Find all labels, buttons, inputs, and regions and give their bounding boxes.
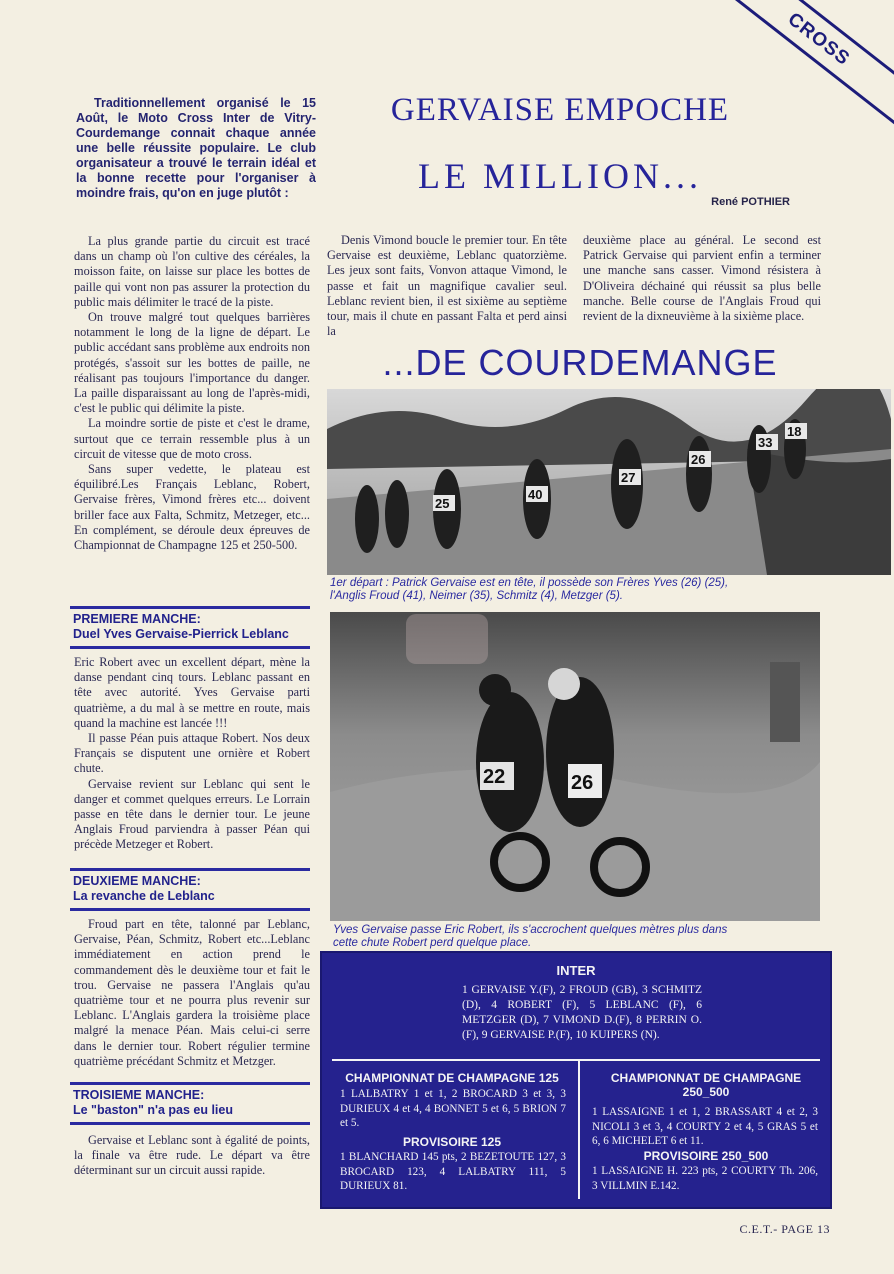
section3-body [74, 1133, 310, 1179]
section2-body [74, 917, 310, 1069]
headline-line3: ...DE COURDEMANGE [382, 342, 778, 383]
byline: René POTHIER [711, 196, 790, 208]
page-number: C.E.T.- PAGE 13 [739, 1222, 830, 1236]
section1-body [74, 655, 310, 853]
number-plate: 26 [571, 772, 594, 794]
race-start-illustration [327, 389, 891, 575]
headline-line2: LE MILLION... [418, 156, 702, 196]
section-heading-third-heat [70, 1082, 310, 1125]
results-box [320, 951, 832, 1209]
section-heading-first-heat [70, 606, 310, 649]
left-column [74, 234, 310, 553]
left-paragraph: On trouve malgré tout quelques barrières notamment le long de la ligne de départ. Le public accédant sans problème aux endroits non protégés, s'assoit sur les bottes de paille, ne réalisant pas toujours l'importance du danger. La paille disparaissant au long de l'après-midi, c'est le public qui délimite la piste. [74, 310, 310, 416]
duel-photo [330, 612, 820, 921]
right-paragraph: deuxième place au général. Le second est Patrick Gervaise qui parvient enfin a terminer une manche sans casser. Vimond résistera à D'Oliveira déchainé qui réussit sa plus belle manche. Belle course de l'Anglais Froud qui revient de la dixneuvième à la sixième place. [583, 233, 821, 324]
section-heading-line1: TROISIEME MANCHE: [73, 1088, 205, 1102]
section3-paragraph: Gervaise et Leblanc sont à égalité de points, la finale va être rude. Le départ va être déterminant sur un circuit aussi rapide. [74, 1133, 310, 1178]
inter-results-body: 1 GERVAISE Y.(F), 2 FROUD (GB), 3 SCHMITZ (D), 4 ROBERT (F), 5 LEBLANC (F), 6 METZGER (D), 7 VIMOND D.(F), 8 PERRIN O.(F), 9 GERVAISE P.(F), 10 KUIPERS (N). [462, 984, 702, 1041]
section-heading-line2: Duel Yves Gervaise-Pierrick Leblanc [73, 627, 289, 641]
duel-illustration [330, 612, 820, 921]
race-start-photo [327, 389, 891, 575]
photo-caption: 1er départ : Patrick Gervaise est en tête, il possède son Frères Yves (26) (25), l'Anglis Froud (41), Neimer (35), Schmitz (4), Metzger (5). [330, 577, 729, 602]
section-heading-line1: DEUXIEME MANCHE: [73, 874, 201, 888]
number-plate: 18 [787, 424, 802, 439]
prov250-title: PROVISOIRE 250_500 [643, 1149, 769, 1163]
section1-paragraph: Il passe Péan puis attaque Robert. Nos deux Français se disputent une ornière et Robert chute. [74, 731, 310, 776]
middle-paragraph: Denis Vimond boucle le premier tour. En tête Gervaise est deuxième, Leblanc quatorzième. Les jeux sont faits, Vonvon attaque Vimond, le passe et fait un magnifique cavalier seul. Leblanc revient bien, il est sixième au septième tour, mais il chute en passant Falta et perd ainsi la [327, 233, 567, 339]
prov125-title: PROVISOIRE 125 [402, 1135, 502, 1149]
left-paragraph: La moindre sortie de piste et c'est le drame, surtout que ce terrain ressemble plus à un circuit de vitesse que de moto cross. [74, 416, 310, 461]
results-divider [332, 1059, 820, 1061]
section-heading-line2: Le "baston" n'a pas eu lieu [73, 1103, 233, 1117]
champ250-title-line2: 250_500 [682, 1085, 730, 1099]
results-divider [578, 1061, 580, 1199]
watermark-logo [406, 614, 488, 664]
left-paragraph: La plus grande partie du circuit est tracé dans un champ où l'on cultive des céréales, la moisson faite, on laisse sur place les bottes de paille qui vont non pas assurer la protection du public mais délimiter le tracé de la piste. [74, 234, 310, 309]
number-plate: 33 [758, 435, 773, 450]
prov250-body: 1 LASSAIGNE H. 223 pts, 2 COURTY Th. 206, 3 VILLMIN E.142. [592, 1165, 818, 1192]
champ250-title-line1: CHAMPIONNAT DE CHAMPAGNE [610, 1071, 802, 1085]
prov125-body: 1 BLANCHARD 145 pts, 2 BEZETOUTE 127, 3 BROCARD 123, 4 LALBATRY 111, 5 DURIEUX 81. [340, 1151, 566, 1192]
intro-paragraph: Traditionnellement organisé le 15 Août, le Moto Cross Inter de Vitry-Courdemange connait chaque année une belle réussite populaire. Le club organisateur a trouvé le terrain idéal et la bonne recette pour l'organiser à moindre frais, qu'on en juge plutôt : [76, 96, 316, 200]
photo-caption: Yves Gervaise passe Eric Robert, ils s'accrochent quelques mètres plus dans cette chute Robert perd quelque place. [333, 924, 728, 949]
left-paragraph: Sans super vedette, le plateau est équilibré.Les Français Leblanc, Robert, Gervaise frères, Vimond frères etc... doivent briller face aux Falta, Schmitz, Metzeger, etc... En complément, se déroule deux épreuves de Championnat de Champagne 125 et 250-500. [74, 462, 310, 553]
number-plate: 27 [621, 470, 636, 485]
right-column [583, 233, 821, 324]
inter-results-title: INTER [556, 963, 596, 978]
section1-paragraph: Eric Robert avec un excellent départ, mène la danse pendant cinq tours. Leblanc passant en tête avec autorité. Yves Gervaise parti quatrième, a du mal à se mettre en route, mais quand la machine est lancée !!! [74, 655, 310, 730]
number-plate: 25 [435, 496, 450, 511]
section1-paragraph: Gervaise revient sur Leblanc qui sent le danger et commet quelques erreurs. Le Lorrain passe en tête dans le dernier tour. Le jeune Anglais Froud parviendra à passer Péan qui précède Metzeger et Robert. [74, 776, 310, 852]
champ250-title [584, 1071, 828, 1099]
champ125-body: 1 LALBATRY 1 et 1, 2 BROCARD 3 et 3, 3 DURIEUX 4 et 4, 4 BONNET 5 et 6, 5 BRION 7 et 5. [340, 1088, 566, 1129]
section2-paragraph: Froud part en tête, talonné par Leblanc, Gervaise, Péan, Schmitz, Robert etc...Leblanc immédiatement en action prend le commandement dès le deuxième tour et fait le trou. Gervaise ne passera l'Anglais qu'au quatrième tour et ne pourra plus revenir sur Leblanc. L'Anglais gardera la troisième place malgré la menace Péan. Mais celui-ci serre dans le dernier tour. Robert régulier termine quatrième précédant Schmitz et Metzger. [74, 917, 310, 1068]
section-heading-line2: La revanche de Leblanc [73, 889, 215, 903]
headline-line1: GERVAISE EMPOCHE [390, 92, 730, 128]
number-plate: 26 [691, 452, 706, 467]
champ250-body: 1 LASSAIGNE 1 et 1, 2 BRASSART 4 et 2, 3 NICOLI 3 et 3, 4 COURTY 2 et 4, 5 GRAS 5 et 6, 6 MICHELET 6 et 11. [592, 1106, 818, 1147]
champ125-title: CHAMPIONNAT DE CHAMPAGNE 125 [345, 1071, 559, 1085]
middle-column [327, 233, 567, 339]
corner-label: CROSS [783, 8, 854, 71]
section-heading-line1: PREMIERE MANCHE: [73, 612, 201, 626]
section-heading-second-heat [70, 868, 310, 911]
number-plate: 40 [528, 487, 543, 502]
number-plate: 22 [483, 766, 506, 788]
